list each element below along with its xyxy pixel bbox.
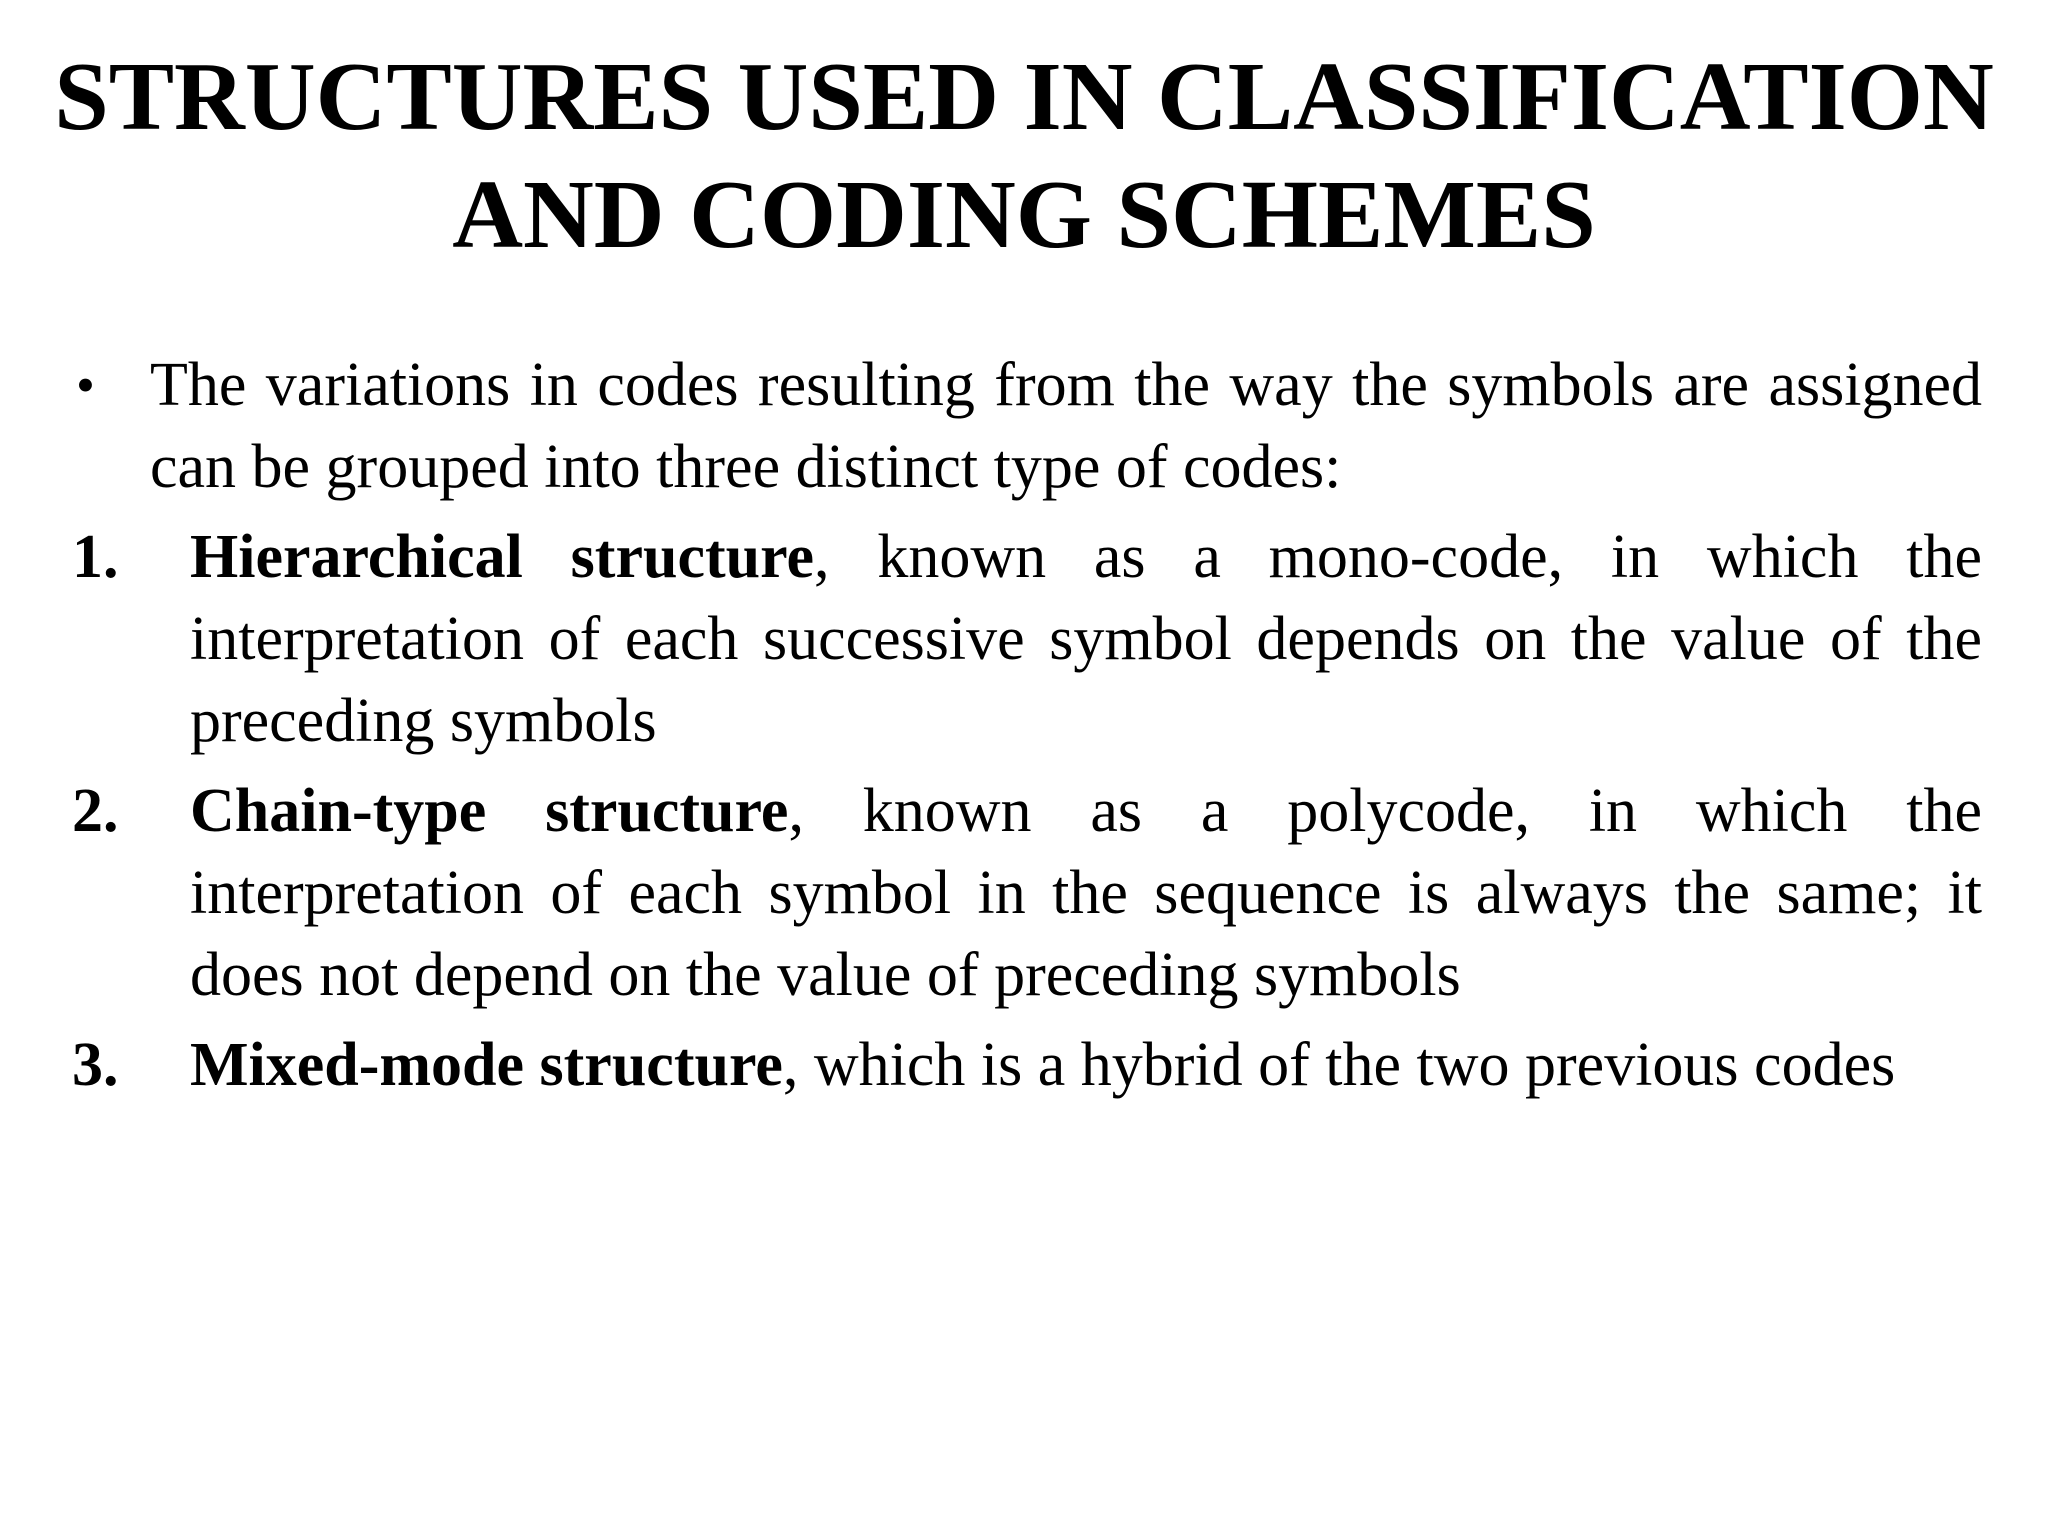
item-term: Mixed-mode structure [190, 1031, 783, 1099]
bullet-icon: • [76, 355, 95, 415]
intro-text: The variations in codes resulting from the way the symbols are assigned can be grouped into three distinct type of codes: [150, 351, 1982, 501]
title-line-1: STRUCTURES USED IN CLASSIFICATION [54, 43, 1994, 151]
item-description: , known as a polycode, in which the interpretation of each symbol in the sequence is always the same; it does not depend on the value of preceding symbols [190, 777, 1982, 1009]
numbered-item-chain-type [72, 770, 1982, 1016]
title-line-2: AND CODING SCHEMES [452, 161, 1596, 269]
item-number: 3. [72, 1031, 119, 1099]
item-description: , known as a mono-code, in which the interpretation of each successive symbol depends on the value of the preceding symbols [190, 523, 1982, 755]
item-number: 1. [72, 523, 119, 591]
numbered-item-mixed-mode [72, 1024, 1982, 1106]
numbered-item-hierarchical [72, 516, 1982, 762]
slide-content [72, 344, 1982, 1114]
slide-title [0, 38, 2048, 274]
item-number: 2. [72, 777, 119, 845]
item-description: , which is a hybrid of the two previous codes [782, 1031, 1896, 1099]
item-term: Hierarchical structure [190, 523, 815, 591]
intro-bullet-item [72, 344, 1982, 508]
item-term: Chain-type structure [190, 777, 789, 845]
